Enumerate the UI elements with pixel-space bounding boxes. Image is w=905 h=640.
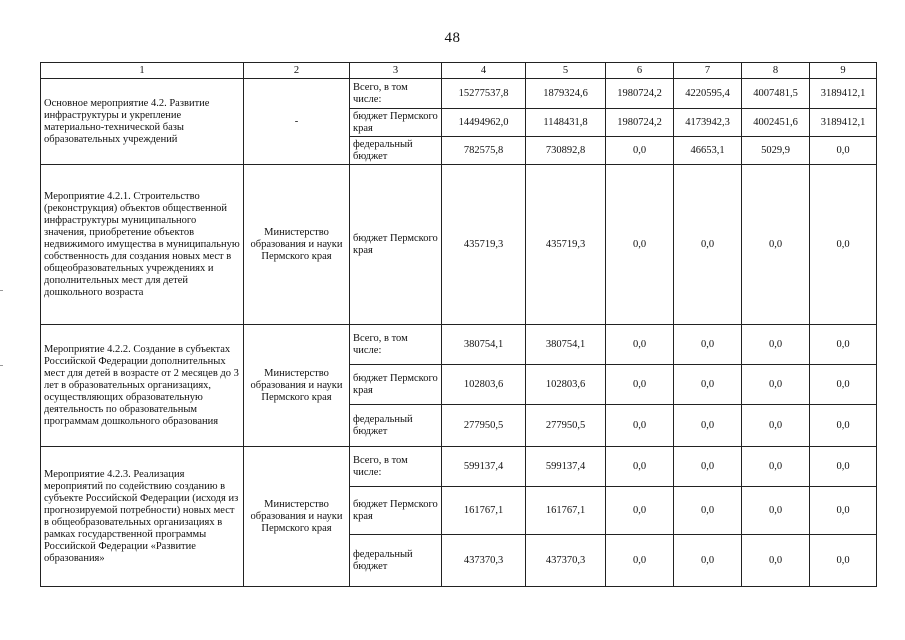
- value-cell: 380754,1: [442, 325, 526, 365]
- funding-source-cell: Всего, в том числе:: [350, 447, 442, 487]
- column-header-row: [41, 63, 877, 79]
- table-row: [41, 79, 877, 109]
- value-cell: 0,0: [810, 325, 877, 365]
- value-cell: 437370,3: [526, 535, 606, 587]
- funding-source-cell: бюджет Пермского края: [350, 109, 442, 137]
- column-header: 8: [742, 63, 810, 79]
- value-cell: 0,0: [674, 447, 742, 487]
- funding-source-cell: федеральный бюджет: [350, 405, 442, 447]
- column-header: 6: [606, 63, 674, 79]
- executor-cell: -: [244, 79, 350, 165]
- table-row: [41, 447, 877, 487]
- value-cell: 1980724,2: [606, 79, 674, 109]
- scan-artifact: [0, 365, 3, 366]
- value-cell: 0,0: [606, 487, 674, 535]
- value-cell: 0,0: [810, 405, 877, 447]
- value-cell: 277950,5: [526, 405, 606, 447]
- column-header: 3: [350, 63, 442, 79]
- value-cell: 4002451,6: [742, 109, 810, 137]
- funding-source-cell: бюджет Пермского края: [350, 365, 442, 405]
- funding-source-cell: Всего, в том числе:: [350, 79, 442, 109]
- column-header: 9: [810, 63, 877, 79]
- value-cell: 730892,8: [526, 137, 606, 165]
- value-cell: 599137,4: [526, 447, 606, 487]
- value-cell: 0,0: [606, 447, 674, 487]
- value-cell: 0,0: [674, 535, 742, 587]
- value-cell: 0,0: [742, 447, 810, 487]
- value-cell: 0,0: [742, 487, 810, 535]
- value-cell: 599137,4: [442, 447, 526, 487]
- value-cell: 277950,5: [442, 405, 526, 447]
- value-cell: 437370,3: [442, 535, 526, 587]
- executor-cell: Министерство образования и науки Пермского края: [244, 325, 350, 447]
- budget-table: [40, 62, 877, 587]
- value-cell: 0,0: [810, 447, 877, 487]
- column-header: 5: [526, 63, 606, 79]
- column-header: 4: [442, 63, 526, 79]
- column-header: 1: [41, 63, 244, 79]
- value-cell: 0,0: [606, 137, 674, 165]
- value-cell: 5029,9: [742, 137, 810, 165]
- value-cell: 4220595,4: [674, 79, 742, 109]
- value-cell: 435719,3: [442, 165, 526, 325]
- value-cell: 0,0: [810, 365, 877, 405]
- value-cell: 0,0: [674, 325, 742, 365]
- funding-source-cell: федеральный бюджет: [350, 137, 442, 165]
- activity-name-cell: Мероприятие 4.2.1. Строительство (реконструкция) объектов общественной инфраструктуры муниципального значения, приобретение объектов недвижимого имущества в муниципальную собственность для создания новых мест в общеобразовательных учреждениях и дополнительных мест для детей дошкольного возраста: [41, 165, 244, 325]
- funding-source-cell: Всего, в том числе:: [350, 325, 442, 365]
- value-cell: 0,0: [674, 165, 742, 325]
- value-cell: 14494962,0: [442, 109, 526, 137]
- value-cell: 0,0: [810, 165, 877, 325]
- value-cell: 0,0: [742, 405, 810, 447]
- value-cell: 0,0: [810, 137, 877, 165]
- funding-source-cell: бюджет Пермского края: [350, 487, 442, 535]
- value-cell: 0,0: [810, 535, 877, 587]
- value-cell: 0,0: [606, 325, 674, 365]
- value-cell: 0,0: [606, 365, 674, 405]
- value-cell: 4173942,3: [674, 109, 742, 137]
- column-header: 2: [244, 63, 350, 79]
- value-cell: 0,0: [742, 325, 810, 365]
- executor-cell: Министерство образования и науки Пермского края: [244, 447, 350, 587]
- value-cell: 1980724,2: [606, 109, 674, 137]
- value-cell: 15277537,8: [442, 79, 526, 109]
- value-cell: 102803,6: [526, 365, 606, 405]
- value-cell: 1879324,6: [526, 79, 606, 109]
- value-cell: 0,0: [606, 535, 674, 587]
- value-cell: 435719,3: [526, 165, 606, 325]
- value-cell: 0,0: [742, 535, 810, 587]
- value-cell: 0,0: [674, 405, 742, 447]
- table-row: [41, 325, 877, 365]
- value-cell: 0,0: [742, 365, 810, 405]
- scan-artifact: [0, 290, 3, 291]
- activity-name-cell: Основное мероприятие 4.2. Развитие инфраструктуры и укрепление материально-технической базы образовательных учреждений: [41, 79, 244, 165]
- value-cell: 161767,1: [442, 487, 526, 535]
- value-cell: 0,0: [674, 487, 742, 535]
- funding-source-cell: бюджет Пермского края: [350, 165, 442, 325]
- value-cell: 3189412,1: [810, 109, 877, 137]
- activity-name-cell: Мероприятие 4.2.3. Реализация мероприятий по содействию созданию в субъекте Российской Федерации (исходя из прогнозируемой потребности) новых мест в общеобразовательных организациях в рамках государственной программы Российской Федерации «Развитие образования»: [41, 447, 244, 587]
- table-row: [41, 165, 877, 325]
- value-cell: 46653,1: [674, 137, 742, 165]
- value-cell: 0,0: [742, 165, 810, 325]
- value-cell: 782575,8: [442, 137, 526, 165]
- value-cell: 0,0: [810, 487, 877, 535]
- activity-name-cell: Мероприятие 4.2.2. Создание в субъектах Российской Федерации дополнительных мест для детей в возрасте от 2 месяцев до 3 лет в образовательных организациях, осуществляющих образовательную деятельность по образовательным программам дошкольного образования: [41, 325, 244, 447]
- value-cell: 102803,6: [442, 365, 526, 405]
- executor-cell: Министерство образования и науки Пермского края: [244, 165, 350, 325]
- value-cell: 1148431,8: [526, 109, 606, 137]
- value-cell: 0,0: [606, 165, 674, 325]
- page-number: 48: [444, 30, 461, 46]
- funding-source-cell: федеральный бюджет: [350, 535, 442, 587]
- value-cell: 380754,1: [526, 325, 606, 365]
- value-cell: 0,0: [606, 405, 674, 447]
- column-header: 7: [674, 63, 742, 79]
- value-cell: 161767,1: [526, 487, 606, 535]
- value-cell: 0,0: [674, 365, 742, 405]
- value-cell: 3189412,1: [810, 79, 877, 109]
- value-cell: 4007481,5: [742, 79, 810, 109]
